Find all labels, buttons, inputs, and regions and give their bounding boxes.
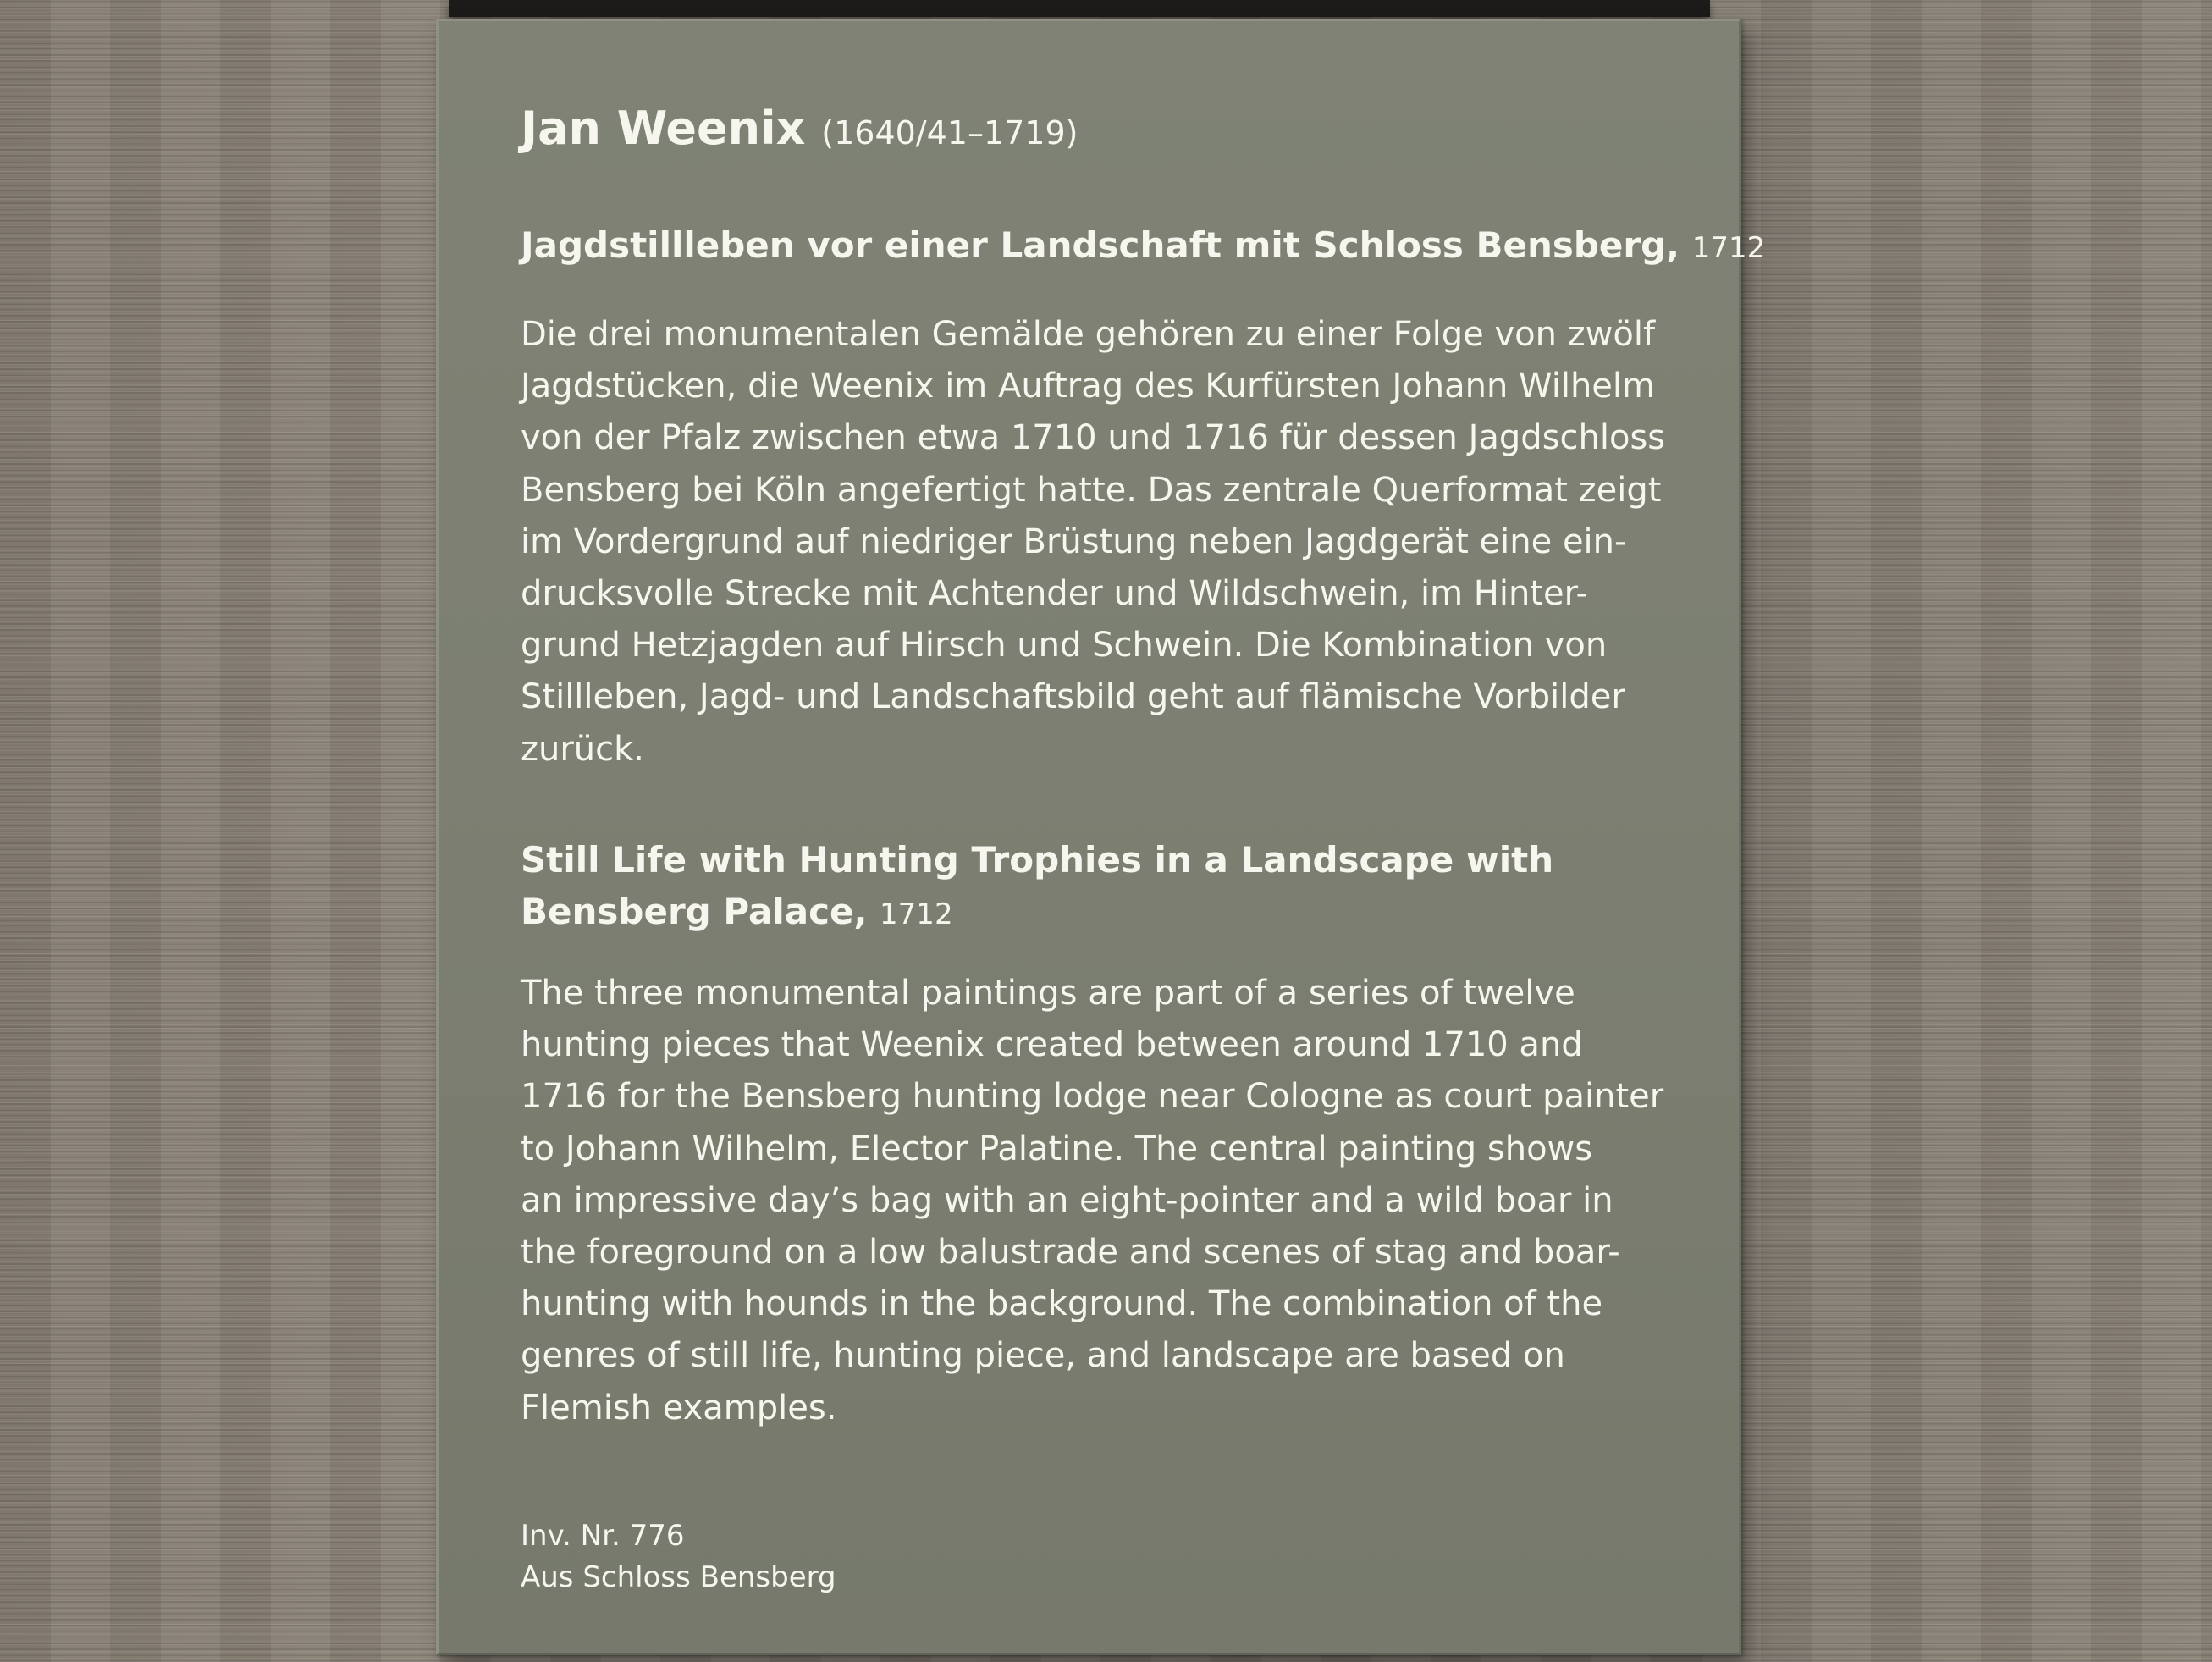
title-german-text: Jagdstillleben vor einer Landschaft mit Schloss Bensberg,: [521, 224, 1680, 266]
artist-heading: [521, 102, 1078, 155]
artwork-year-english: 1712: [880, 897, 953, 931]
artist-dates: (1640/41–1719): [821, 114, 1078, 152]
artist-name: Jan Weenix: [521, 102, 806, 155]
artwork-year-german: 1712: [1691, 231, 1766, 265]
inventory-block: [521, 1516, 836, 1599]
artwork-title-german: [521, 224, 1766, 266]
artwork-title-english: [521, 834, 1553, 941]
description-english: The three monumental paintings are part of a series of twelve hunting pieces that Weenix created between around 1710 and 1716 for the Bensberg hunting lodge near Cologne as court painter to Johann Wilhelm, Elector Palatine. The central painting shows an impressive day’s bag with an eight-pointer and a wild boar in the foreground on a low balustrade and scenes of stag and boar- hunting with hounds in the background. The combination of the genres of still life, hunting piece, and landscape are based on Flemish examples.: [521, 974, 1664, 1427]
inventory-number: Inv. Nr. 776: [521, 1519, 685, 1553]
museum-label-plaque: [436, 19, 1766, 1655]
painting-frame-edge: [449, 0, 1710, 17]
provenance-note: Aus Schloss Bensberg: [521, 1560, 836, 1594]
title-english-text: Still Life with Hunting Trophies in a Landscape with Bensberg Palace,: [521, 839, 1554, 932]
description-german: Die drei monumentalen Gemälde gehören zu einer Folge von zwölf Jagdstücken, die Weenix im Auftrag des Kurfürsten Johann Wilhelm von der Pfalz zwischen etwa 1710 und 1716 für dessen Jagdschloss Bensberg bei Köln angefertigt hatte. Das zentrale Querformat zeigt im Vordergrund auf niedriger Brüstung neben Jagdgerät eine ein- drucksvolle Strecke mit Achtender und Wildschwein, im Hinter- grund Hetzjagden auf Hirsch und Schwein. Die Kombination von Stillleben, Jagd- und Landschaftsbild geht auf flämische Vorbilder zurück.: [521, 315, 1666, 769]
